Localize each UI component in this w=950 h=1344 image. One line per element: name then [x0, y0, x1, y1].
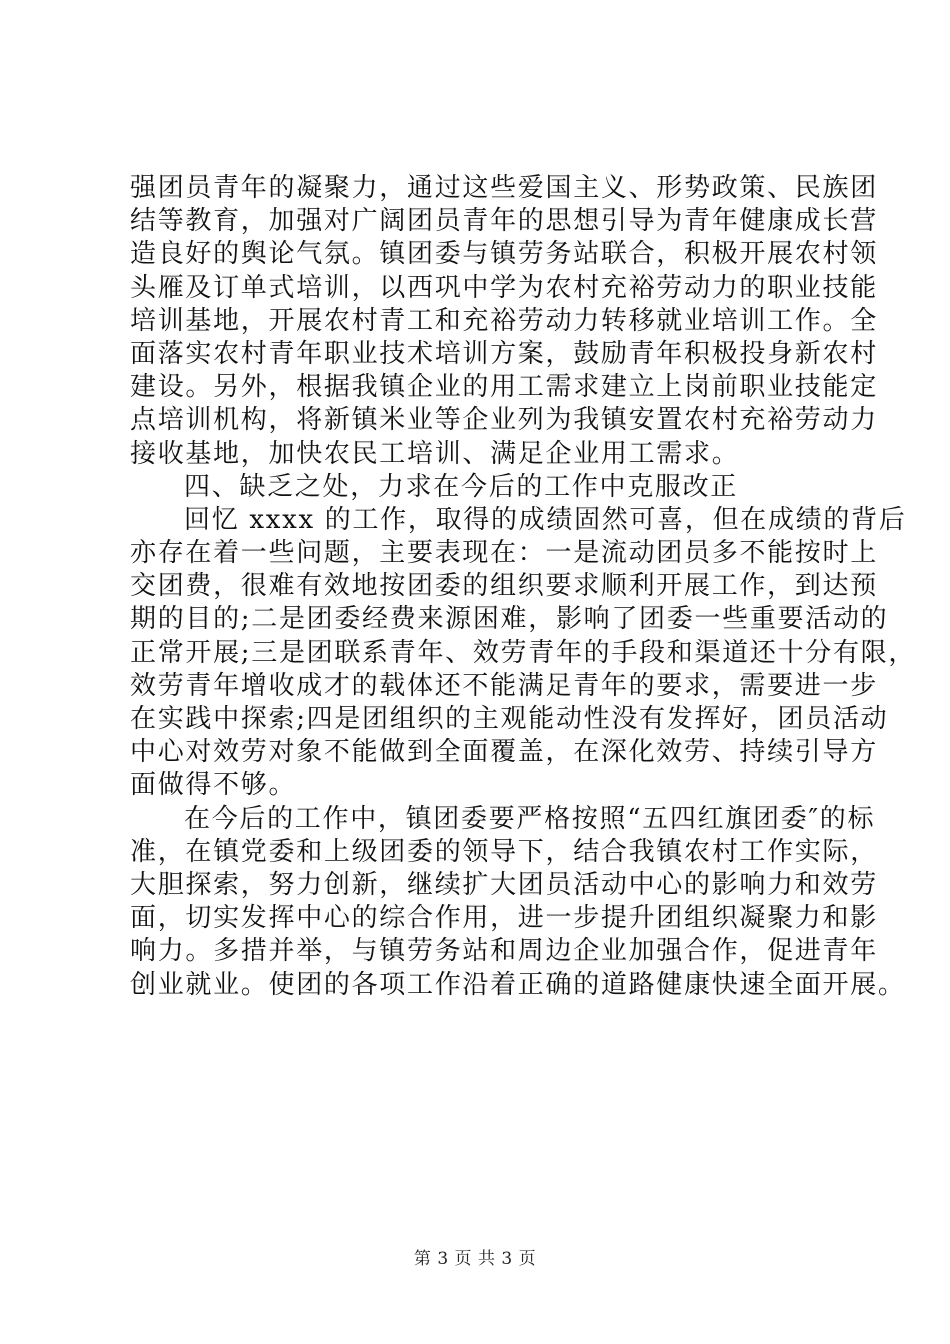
- text-line: 在今后的工作中，镇团委要严格按照“五四红旗团委″的标: [184, 803, 876, 834]
- text-line: 接收基地，加快农民工培训、满足企业用工需求。: [130, 438, 740, 469]
- text-line: 点培训机构，将新镇米业等企业列为我镇安置农村充裕劳动力: [130, 405, 878, 436]
- text-line: 培训基地，开展农村青工和充裕劳动力转移就业培训工作。全: [130, 305, 878, 336]
- text-line: 头雁及订单式培训，以西巩中学为农村充裕劳动力的职业技能: [130, 272, 878, 303]
- text-line: 亦存在着一些问题，主要表现在：一是流动团员多不能按时上: [130, 538, 878, 569]
- text-line: 面做得不够。: [130, 770, 297, 801]
- document-body: [130, 172, 917, 1002]
- text-line: 大胆探索，努力创新，继续扩大团员活动中心的影响力和效劳: [130, 869, 878, 900]
- page-number-footer: 第 3 页 共 3 页: [413, 1249, 537, 1269]
- text-line: 创业就业。使团的各项工作沿着正确的道路健康快速全面开展。: [130, 969, 906, 1000]
- text-line: 交团费，很难有效地按团委的组织要求顺利开展工作，到达预: [130, 571, 878, 602]
- text-line: 效劳青年增收成才的载体还不能满足青年的要求，需要进一步: [130, 670, 878, 701]
- text-line: 回忆 xxxx 的工作，取得的成绩固然可喜，但在成绩的背后: [184, 504, 907, 535]
- text-line: 造良好的舆论气氛。镇团委与镇劳务站联合，积极开展农村领: [130, 239, 878, 270]
- text-line: 期的目的;二是团委经费来源困难，影响了团委一些重要活动的: [130, 604, 889, 635]
- text-line: 强团员青年的凝聚力，通过这些爱国主义、形势政策、民族团: [130, 173, 878, 203]
- text-line: 中心对效劳对象不能做到全面覆盖，在深化效劳、持续引导方: [130, 737, 878, 768]
- text-line: 面落实农村青年职业技术培训方案，鼓励青年积极投身新农村: [130, 338, 878, 369]
- text-line: 结等教育，加强对广阔团员青年的思想引导为青年健康成长营: [130, 206, 878, 237]
- text-line: 响力。多措并举，与镇劳务站和周边企业加强合作，促进青年: [130, 936, 878, 967]
- text-line: 在实践中探索;四是团组织的主观能动性没有发挥好，团员活动: [130, 704, 889, 734]
- text-line: 正常开展;三是团联系青年、效劳青年的手段和渠道还十分有限，: [130, 637, 917, 668]
- text-line: 建设。另外，根据我镇企业的用工需求建立上岗前职业技能定: [130, 372, 878, 403]
- section-heading: 四、缺乏之处，力求在今后的工作中克服改正: [184, 471, 739, 502]
- text-line: 面，切实发挥中心的综合作用，进一步提升团组织凝聚力和影: [130, 903, 878, 934]
- text-line: 准，在镇党委和上级团委的领导下，结合我镇农村工作实际，: [130, 836, 878, 867]
